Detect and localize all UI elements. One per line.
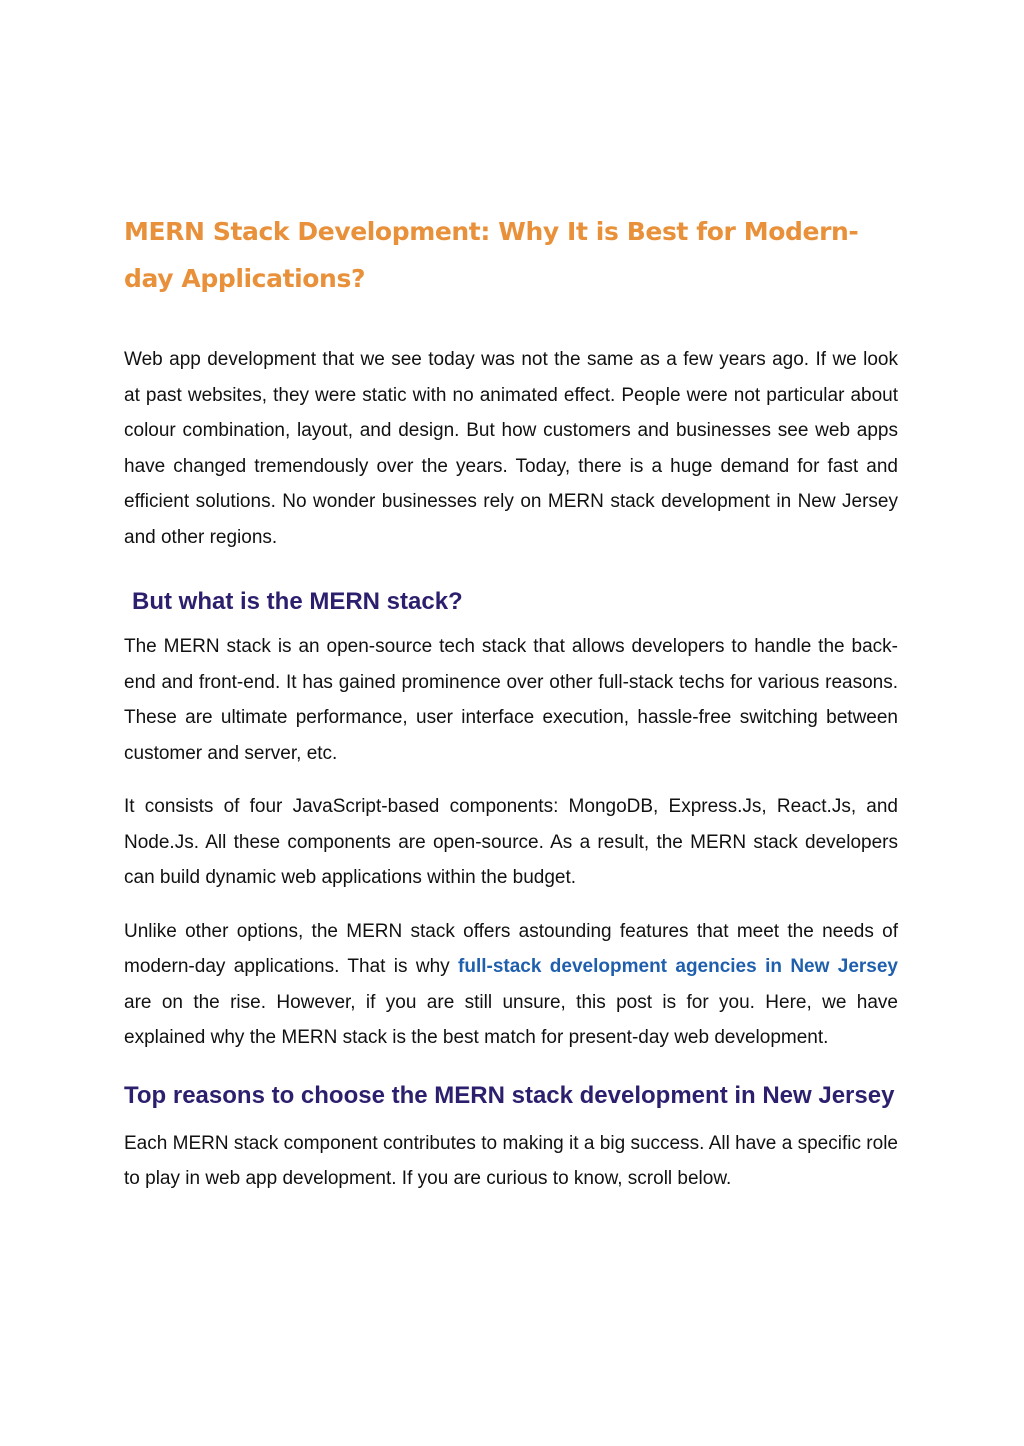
paragraph-stack-definition: The MERN stack is an open-source tech stack that allows developers to handle the back-end and front-end. It has gained prominence over other full-stack techs for various reasons. These are ultimate performance, user interface execution, hassle-free switching between customer and server, etc. [124,636,898,764]
paragraph-text-after-link: are on the rise. However, if you are still unsure, this post is for you. Here, we have explained why the MERN stack is the best match for present-day web development. [124,991,898,1048]
paragraph-components: It consists of four JavaScript-based components: MongoDB, Express.Js, React.Js, and Node.Js. All these components are open-source. As a result, the MERN stack developers can build dynamic web applications within the budget. [124,796,898,888]
paragraph-unlike-other-options [124,914,898,1056]
document-title: MERN Stack Development: Why It is Best for Modern-day Applications? [124,217,859,293]
intro-paragraph: Web app development that we see today was not the same as a few years ago. If we look at past websites, they were static with no animated effect. People were not particular about colour combination, layout, and design. But how customers and businesses see web apps have changed tremendously over the years. Today, there is a huge demand for fast and efficient solutions. No wonder businesses rely on MERN stack development in New Jersey and other regions. [124,349,898,548]
section-heading-top-reasons: Top reasons to choose the MERN stack development in New Jersey [124,1081,895,1109]
paragraph-each-component: Each MERN stack component contributes to making it a big success. All have a specific role to play in web app development. If you are curious to know, scroll below. [124,1132,898,1189]
document-page [124,208,898,1197]
full-stack-agencies-link[interactable]: full-stack development agencies in New Jersey [458,956,898,977]
section-heading-what-is-mern: But what is the MERN stack? [132,588,463,615]
paragraph-text-before-link: Unlike other options, the MERN stack offers astounding features that meet the needs of modern-day applications. That is why [124,920,898,977]
